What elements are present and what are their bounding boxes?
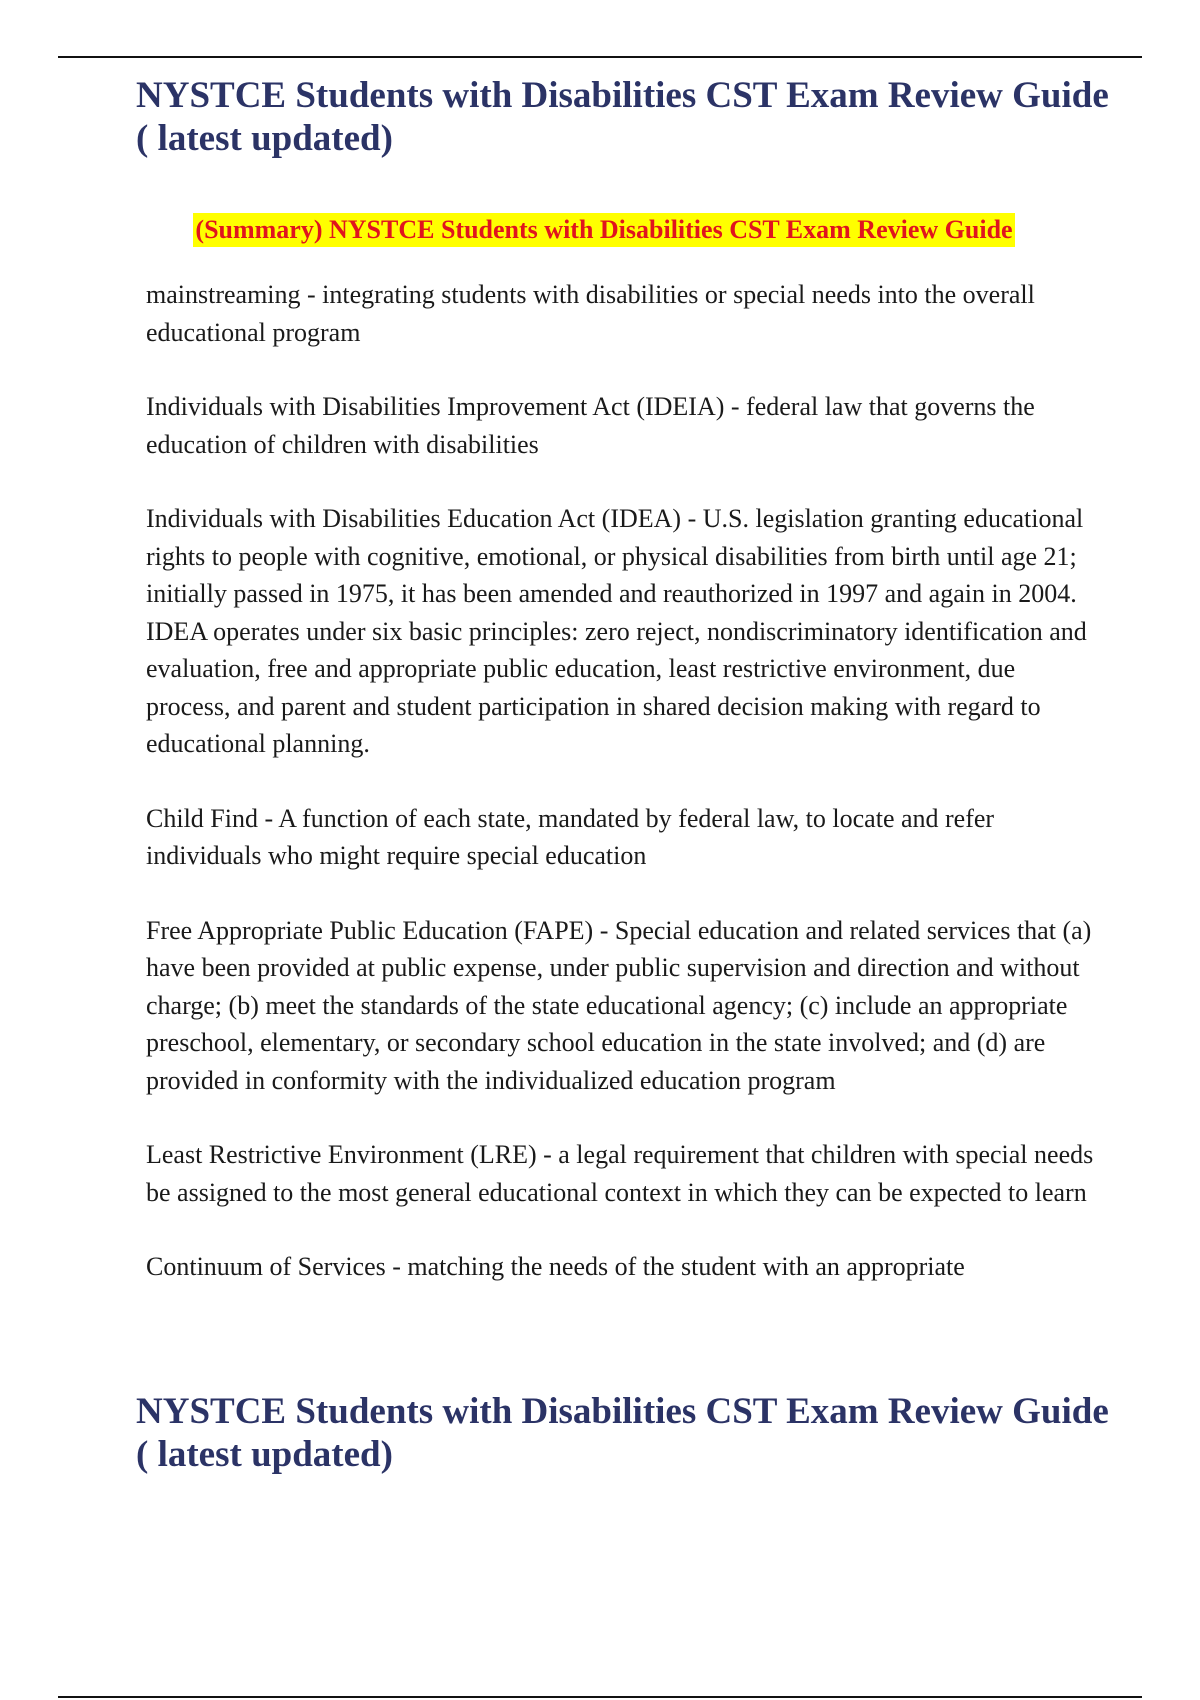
entry-fape: Free Appropriate Public Education (FAPE) - Special education and related services that (a) have been provided at public expense, under public supervision and direction and without charge; (b) meet the standards of the state educational agency; (c) include an appropriate preschool, elementary, or secondary school education in the state involved; and (d) are provided in conformity with the individualized education program [146, 915, 1092, 1095]
footer-document-title: NYSTCE Students with Disabilities CST Exam Review Guide ( latest updated) [136, 1391, 1109, 1475]
entry-idea: Individuals with Disabilities Education Act (IDEA) - U.S. legislation granting educational rights to people with cognitive, emotional, or physical disabilities from birth until age 21; initially passed in 1975, it has been amended and reauthorized in 1997 and again in 2004. IDEA operates under six basic principles: zero reject, nondiscriminatory identification and evaluation, free and appropriate public education, least restrictive environment, due process, and parent and student participation in shared decision making with regard to educational planning. [146, 504, 1087, 758]
entry-mainstreaming: mainstreaming - integrating students with disabilities or special needs into the overall educational program [146, 280, 1035, 347]
entry-child-find: Child Find - A function of each state, mandated by federal law, to locate and refer individuals who might require special education [146, 803, 995, 870]
summary-banner-row [0, 213, 1200, 247]
top-divider [58, 56, 1142, 58]
entry-continuum-of-services: Continuum of Services - matching the needs of the student with an appropriate [146, 1252, 965, 1281]
entry-lre: Least Restrictive Environment (LRE) - a legal requirement that children with special needs be assigned to the most general educational context in which they can be expected to learn [146, 1140, 1094, 1207]
bottom-divider [58, 1696, 1142, 1698]
entry-ideia: Individuals with Disabilities Improvement Act (IDEIA) - federal law that governs the education of children with disabilities [146, 392, 1035, 459]
document-title: NYSTCE Students with Disabilities CST Exam Review Guide ( latest updated) [136, 75, 1109, 159]
glossary-entries [146, 276, 1096, 1323]
summary-banner: (Summary) NYSTCE Students with Disabilities CST Exam Review Guide [193, 213, 1014, 247]
